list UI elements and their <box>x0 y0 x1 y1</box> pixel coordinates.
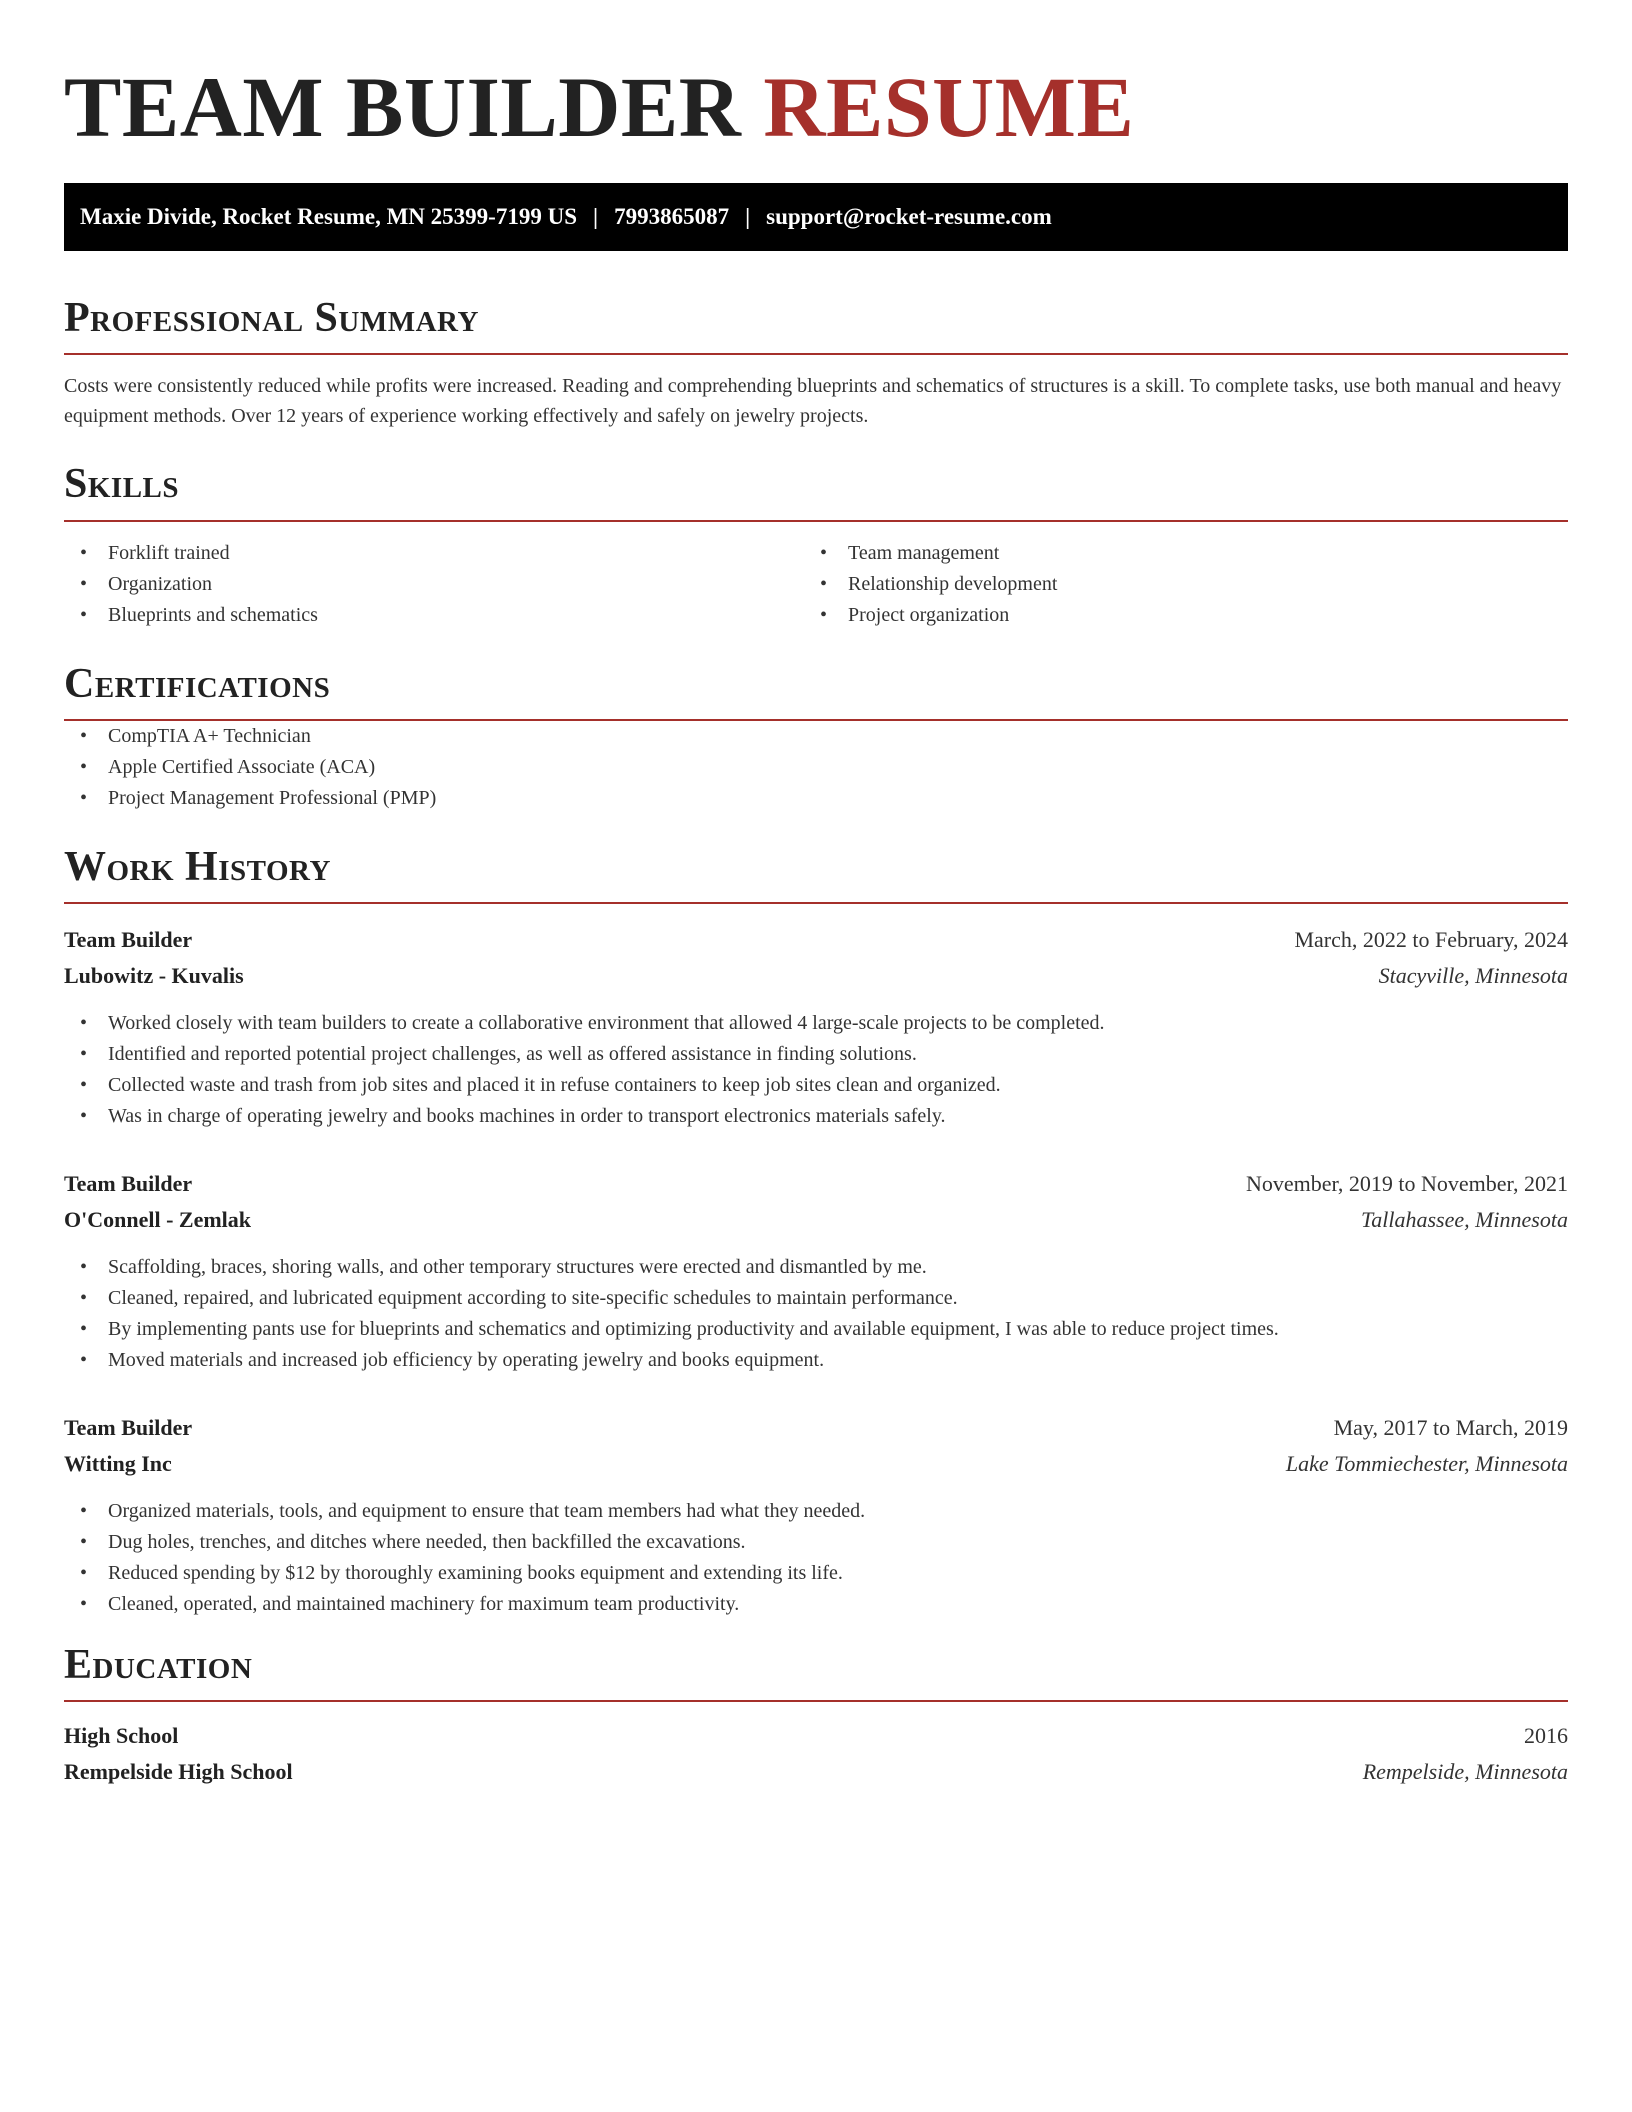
job-bullet: • Worked closely with team builders to create a collaborative environment that allowed 4 large-scale projects to be completed. <box>64 1008 1568 1039</box>
job-bullet: • Was in charge of operating jewelry and books machines in order to transport electronics materials safely. <box>64 1101 1568 1132</box>
summary-heading: Professional Summary <box>64 295 1568 355</box>
skills-column-left <box>64 538 804 631</box>
certification-item: • CompTIA A+ Technician <box>64 721 1568 752</box>
contact-email: support@rocket-resume.com <box>766 204 1052 230</box>
job-company: Lubowitz - Kuvalis <box>64 962 244 988</box>
job-location: Tallahassee, Minnesota <box>1361 1206 1568 1232</box>
certifications-list <box>64 721 1568 814</box>
certification-item: • Apple Certified Associate (ACA) <box>64 752 1568 783</box>
job-bullet: • Moved materials and increased job efficiency by operating jewelry and books equipment. <box>64 1345 1568 1376</box>
skills-heading: Skills <box>64 461 1568 521</box>
job-bullet: • Dug holes, trenches, and ditches where needed, then backfilled the excavations. <box>64 1527 1568 1558</box>
skill-item: • Relationship development <box>804 569 1544 600</box>
job-title: Team Builder <box>64 1170 193 1196</box>
contact-address: Maxie Divide, Rocket Resume, MN 25399-7199 US <box>80 204 577 230</box>
contact-separator: | <box>592 204 599 230</box>
job-bullet: • Collected waste and trash from job sites and placed it in refuse containers to keep job sites clean and organized. <box>64 1070 1568 1101</box>
skill-item: • Team management <box>804 538 1544 569</box>
job-dates: May, 2017 to March, 2019 <box>1333 1414 1568 1440</box>
summary-text: Costs were consistently reduced while profits were increased. Reading and comprehending blueprints and schematics of structures is a skill. To complete tasks, use both manual and heavy equipment methods. Over 12 years of experience working effectively and safely on jewelry projects. <box>64 375 1562 428</box>
job-location: Lake Tommiechester, Minnesota <box>1285 1450 1568 1476</box>
resume-page <box>64 0 1568 1790</box>
job-bullet: • Identified and reported potential project challenges, as well as offered assistance in finding solutions. <box>64 1039 1568 1070</box>
job-entry <box>64 922 1568 1132</box>
education-degree: High School <box>64 1723 179 1749</box>
job-bullet: • By implementing pants use for blueprints and schematics and optimizing productivity and available equipment, I was able to reduce project times. <box>64 1314 1568 1345</box>
job-company: Witting Inc <box>64 1450 172 1476</box>
title-main: TEAM BUILDER <box>64 59 742 155</box>
skill-item: • Forklift trained <box>64 538 804 569</box>
certifications-heading: Certifications <box>64 661 1568 721</box>
job-entry <box>64 1166 1568 1376</box>
skill-item: • Project organization <box>804 600 1544 631</box>
job-dates: March, 2022 to February, 2024 <box>1294 926 1568 952</box>
education-school: Rempelside High School <box>64 1759 293 1785</box>
job-bullet: • Scaffolding, braces, shoring walls, and other temporary structures were erected and dismantled by me. <box>64 1252 1568 1283</box>
certification-item: • Project Management Professional (PMP) <box>64 783 1568 814</box>
education-location: Rempelside, Minnesota <box>1362 1759 1568 1785</box>
resume-title <box>64 56 1568 159</box>
skill-item: • Blueprints and schematics <box>64 600 804 631</box>
contact-bar <box>64 183 1568 251</box>
skills-grid <box>64 538 1568 631</box>
education-entry <box>64 1718 1568 1790</box>
contact-phone: 7993865087 <box>614 204 730 230</box>
job-company: O'Connell - Zemlak <box>64 1206 252 1232</box>
skill-item: • Organization <box>64 569 804 600</box>
work-history-heading: Work History <box>64 844 1568 904</box>
job-location: Stacyville, Minnesota <box>1378 962 1568 988</box>
job-title: Team Builder <box>64 1414 193 1440</box>
job-bullet: • Organized materials, tools, and equipment to ensure that team members had what they needed. <box>64 1496 1568 1527</box>
skills-column-right <box>804 538 1544 631</box>
job-bullet: • Cleaned, operated, and maintained machinery for maximum team productivity. <box>64 1589 1568 1620</box>
job-title: Team Builder <box>64 926 193 952</box>
education-year: 2016 <box>1524 1723 1568 1749</box>
title-accent: RESUME <box>763 59 1135 155</box>
job-bullet: • Reduced spending by $12 by thoroughly examining books equipment and extending its life. <box>64 1558 1568 1589</box>
job-dates: November, 2019 to November, 2021 <box>1245 1170 1568 1196</box>
education-heading: Education <box>64 1642 1568 1702</box>
job-entry <box>64 1410 1568 1620</box>
job-bullet: • Cleaned, repaired, and lubricated equipment according to site-specific schedules to maintain performance. <box>64 1283 1568 1314</box>
contact-separator: | <box>745 204 751 230</box>
